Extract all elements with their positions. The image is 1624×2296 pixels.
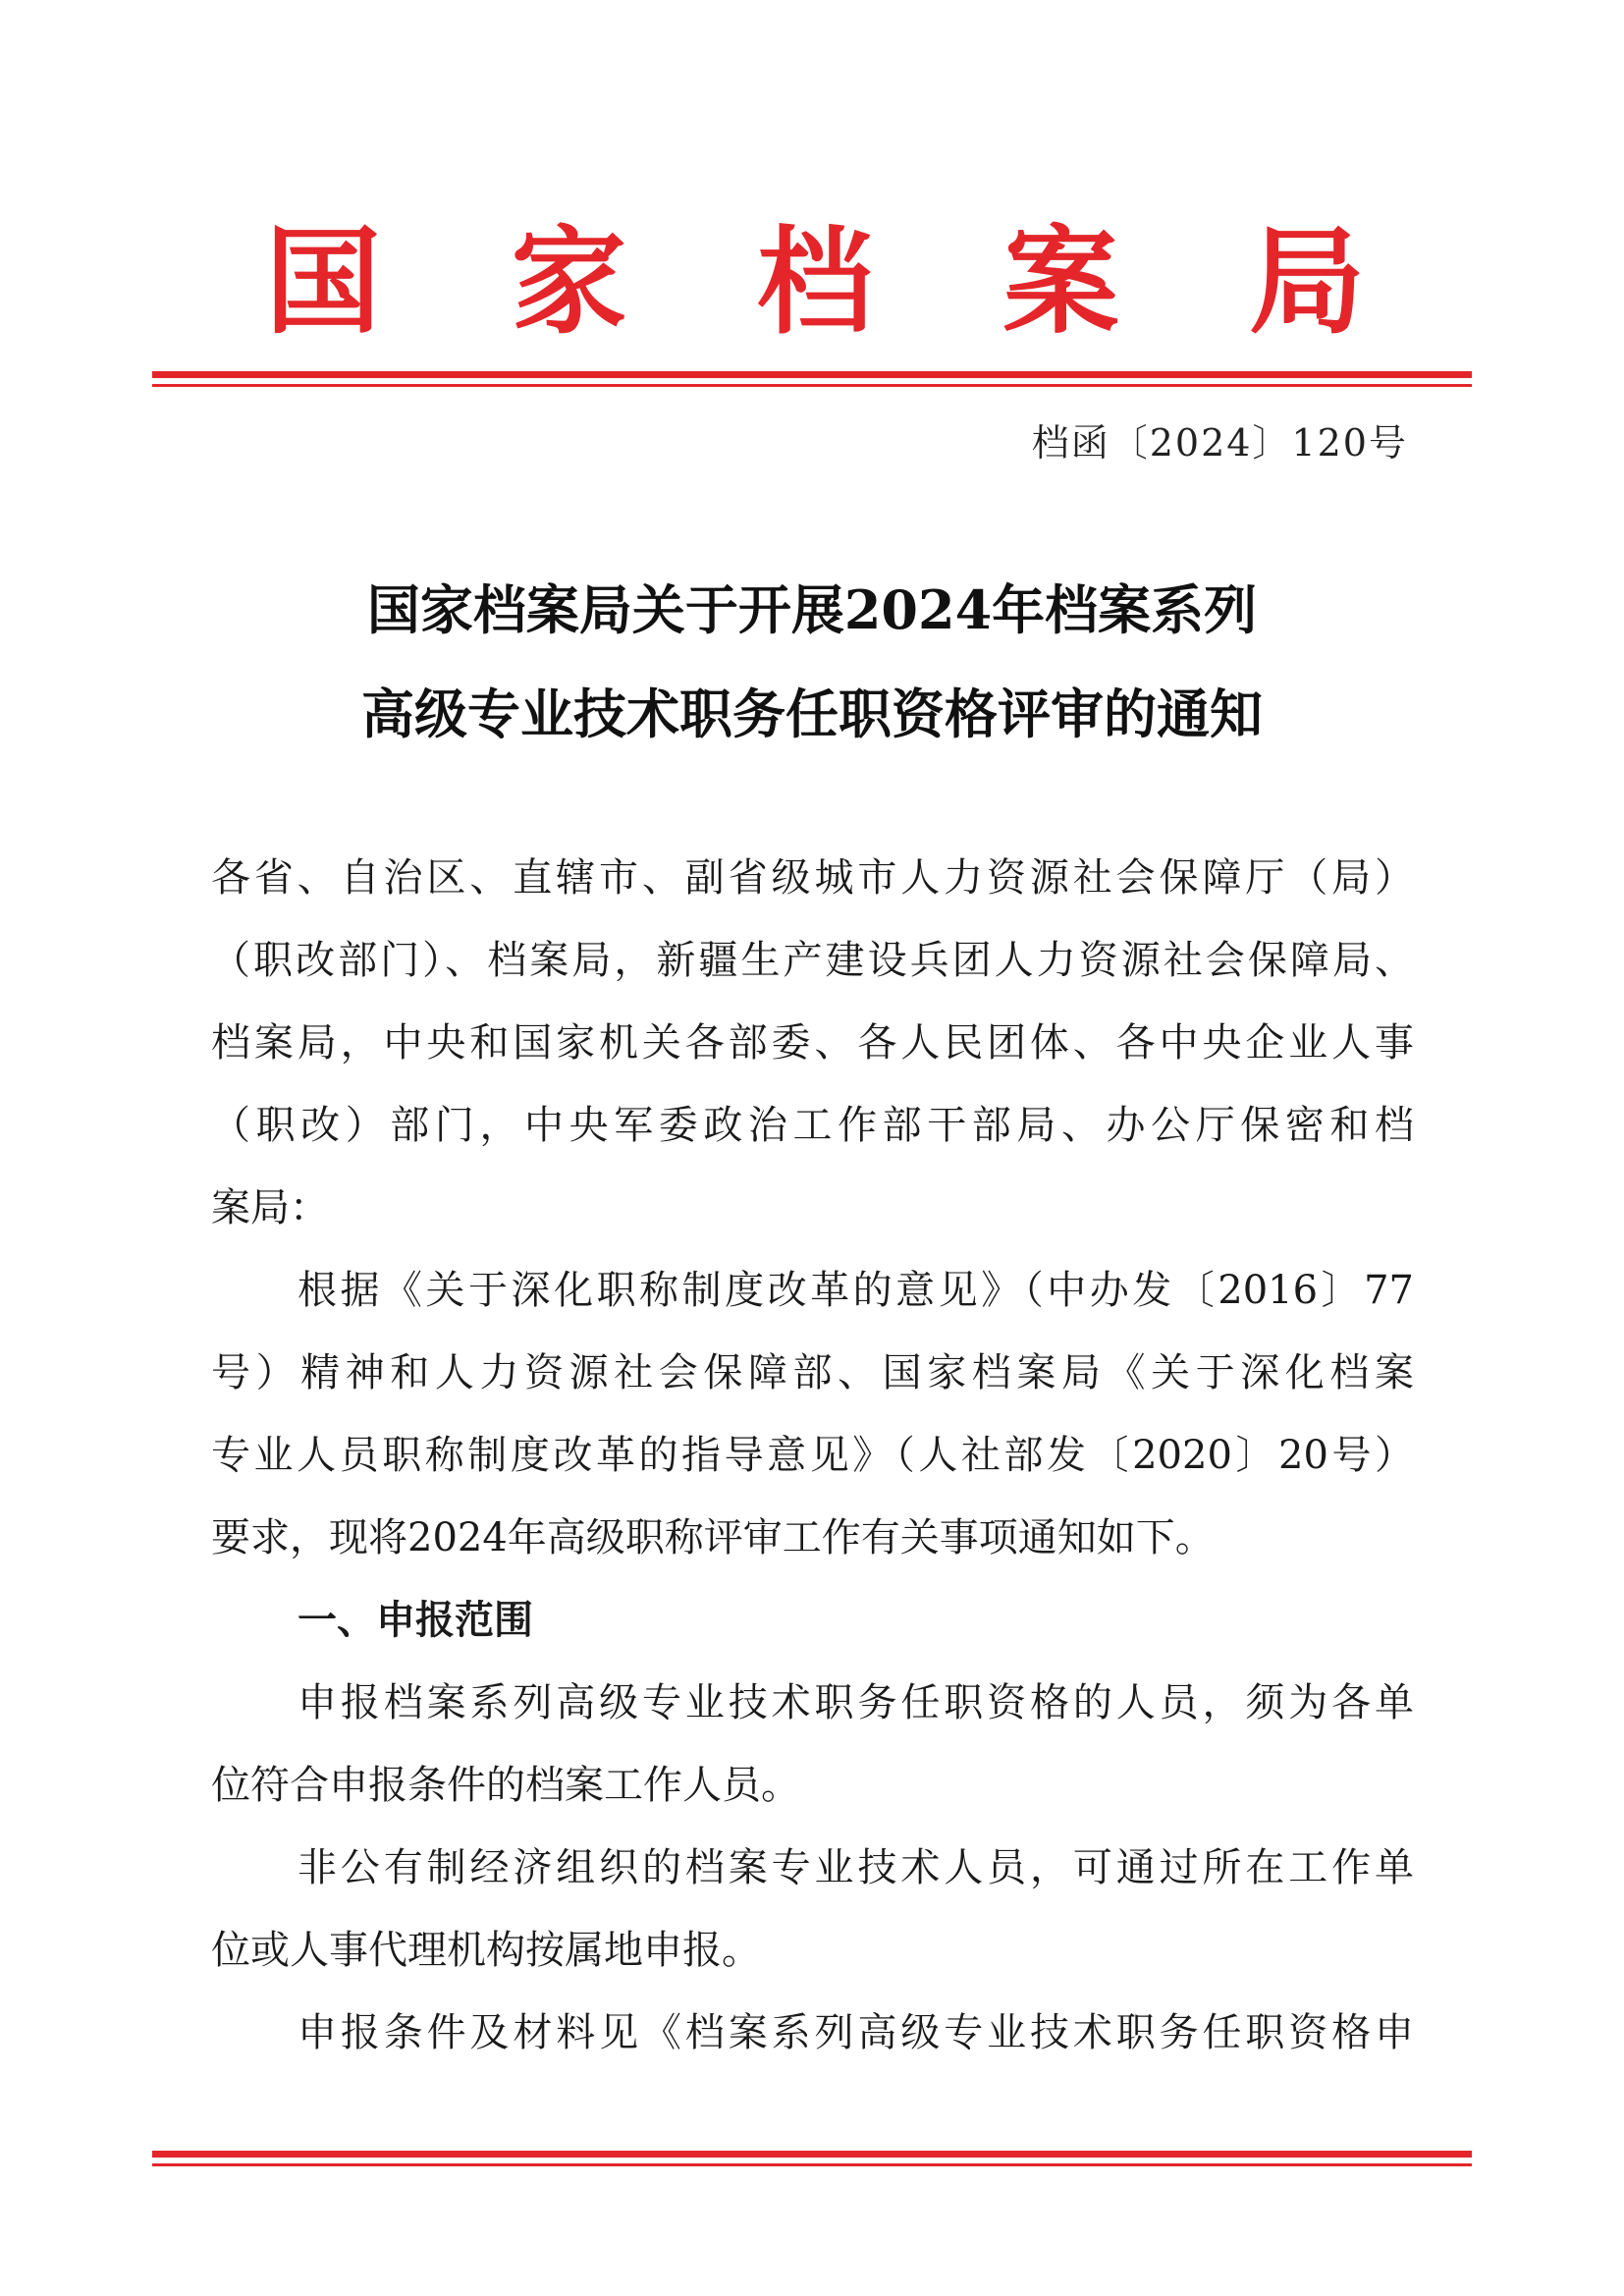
header-rule-thick <box>152 371 1472 378</box>
addressee-line: 各省、自治区、直辖市、副省级城市人力资源社会保障厅（局） <box>211 855 1414 901</box>
paragraph-line: 要求，现将2024年高级职称评审工作有关事项通知如下。 <box>211 1515 1215 1560</box>
section1-paragraph-3 <box>211 1992 1414 2074</box>
addressee-line: 案局： <box>211 1185 329 1230</box>
addressee-line: 档案局，中央和国家机关各部委、各人民团体、各中央企业人事 <box>211 1020 1414 1066</box>
document-title-line-2: 高级专业技术职务任职资格评审的通知 <box>361 683 1263 745</box>
paragraph-line: 位符合申报条件的档案工作人员。 <box>211 1763 800 1808</box>
paragraph-line: 申报档案系列高级专业技术职务任职资格的人员，须为各单 <box>298 1680 1414 1725</box>
document-body <box>211 837 1414 2074</box>
masthead-char: 国 <box>265 213 382 350</box>
footer-rule-thick <box>152 2151 1472 2158</box>
addressee-block <box>211 837 1414 1249</box>
header-rule-thin <box>152 384 1472 387</box>
section-heading: 一、申报范围 <box>298 1598 533 1643</box>
addressee-line: （职改部门）、档案局，新疆生产建设兵团人力资源社会保障局、 <box>211 938 1414 983</box>
masthead-char: 家 <box>511 213 627 350</box>
document-title-line-1: 国家档案局关于开展2024年档案系列 <box>366 578 1258 641</box>
masthead-char: 局 <box>1248 213 1365 350</box>
masthead-char: 档 <box>756 213 873 350</box>
paragraph-line: 根据《关于深化职称制度改革的意见》（中办发〔2016〕77 <box>298 1268 1414 1313</box>
paragraph-line: 号）精神和人力资源社会保障部、国家档案局《关于深化档案 <box>211 1350 1414 1395</box>
section1-paragraph-1 <box>211 1662 1414 1827</box>
paragraph-line: 位或人事代理机构按属地申报。 <box>211 1928 761 1973</box>
masthead-title <box>265 213 1365 350</box>
intro-paragraph <box>211 1249 1414 1579</box>
addressee-line: （职改）部门，中央军委政治工作部干部局、办公厅保密和档 <box>211 1103 1414 1148</box>
footer-rule-thin <box>152 2163 1472 2166</box>
document-number: 档函〔2024〕120号 <box>1031 421 1408 465</box>
paragraph-line: 非公有制经济组织的档案专业技术人员，可通过所在工作单 <box>298 1845 1414 1890</box>
section1-paragraph-2 <box>211 1827 1414 1992</box>
masthead-char: 案 <box>1002 213 1119 350</box>
paragraph-line: 申报条件及材料见《档案系列高级专业技术职务任职资格申 <box>298 2010 1414 2055</box>
paragraph-line: 专业人员职称制度改革的指导意见》（人社部发〔2020〕20号） <box>211 1433 1414 1478</box>
